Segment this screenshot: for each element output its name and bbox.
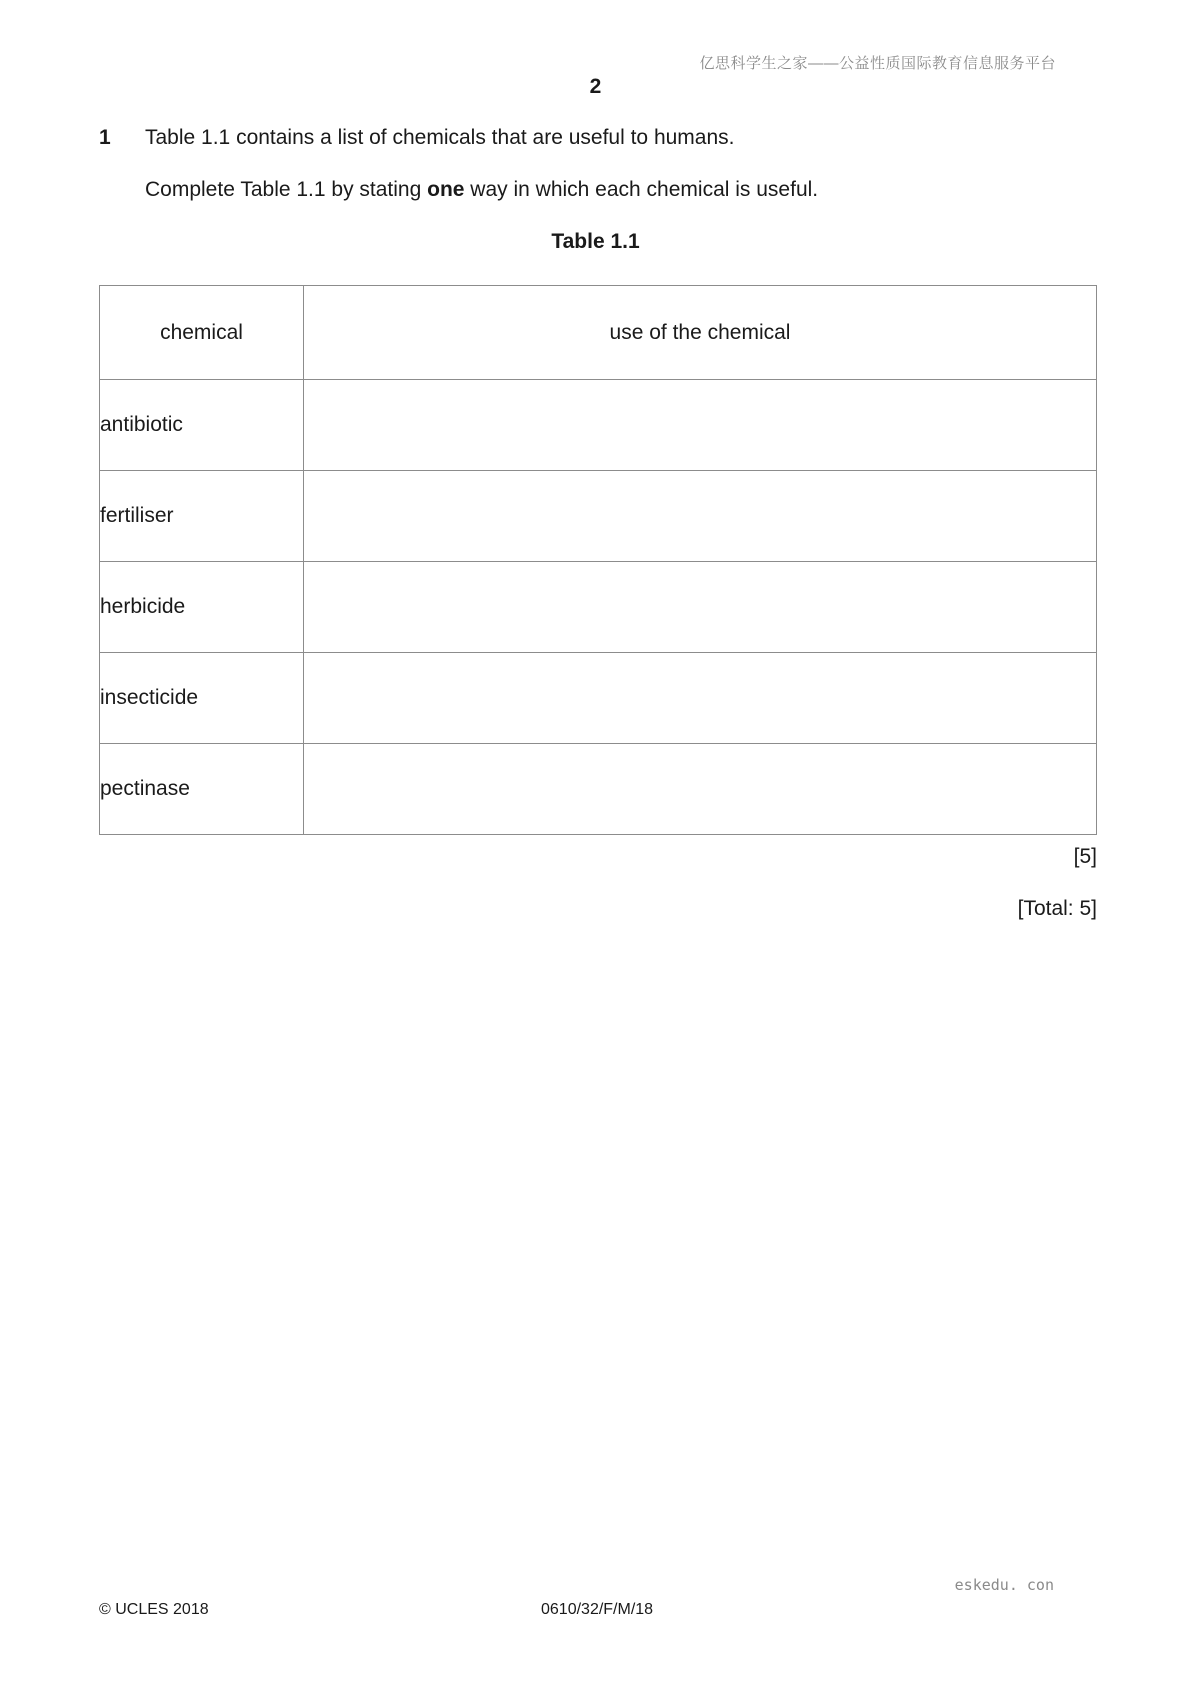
- instruction-bold: one: [427, 178, 465, 201]
- instruction-part-1: Complete Table 1.1 by stating: [145, 178, 428, 201]
- question-number: 1: [99, 126, 111, 149]
- table-row: [100, 562, 1097, 653]
- table-row: [100, 471, 1097, 562]
- watermark-top: 亿思科学生之家——公益性质国际教育信息服务平台: [699, 55, 1056, 72]
- use-answer-cell[interactable]: [304, 471, 1097, 562]
- question-text: Table 1.1 contains a list of chemicals that are useful to humans.: [145, 126, 735, 149]
- use-answer-cell[interactable]: [304, 380, 1097, 471]
- use-answer-cell[interactable]: [304, 562, 1097, 653]
- header-use: use of the chemical: [304, 286, 1097, 380]
- chemical-name: fertiliser: [100, 471, 304, 562]
- table-row: [100, 653, 1097, 744]
- page-number: 2: [589, 75, 602, 98]
- watermark-bottom: eskedu. con: [954, 1576, 1054, 1594]
- use-answer-cell[interactable]: [304, 744, 1097, 835]
- header-chemical: chemical: [100, 286, 304, 380]
- instruction-part-2: way in which each chemical is useful.: [464, 178, 819, 201]
- table-row: [100, 380, 1097, 471]
- table-caption: Table 1.1: [551, 230, 640, 253]
- chemical-name: antibiotic: [100, 380, 304, 471]
- table-row: [100, 744, 1097, 835]
- marks-label: [5]: [1073, 845, 1097, 868]
- question-instruction: [145, 178, 818, 202]
- chemical-name: herbicide: [100, 562, 304, 653]
- total-marks-label: [Total: 5]: [1017, 897, 1097, 920]
- footer-copyright: © UCLES 2018: [99, 1601, 209, 1618]
- chemical-table: [99, 285, 1097, 835]
- chemical-name: insecticide: [100, 653, 304, 744]
- table-header-row: [100, 286, 1097, 380]
- footer-paper-code: 0610/32/F/M/18: [541, 1601, 654, 1618]
- chemical-name: pectinase: [100, 744, 304, 835]
- use-answer-cell[interactable]: [304, 653, 1097, 744]
